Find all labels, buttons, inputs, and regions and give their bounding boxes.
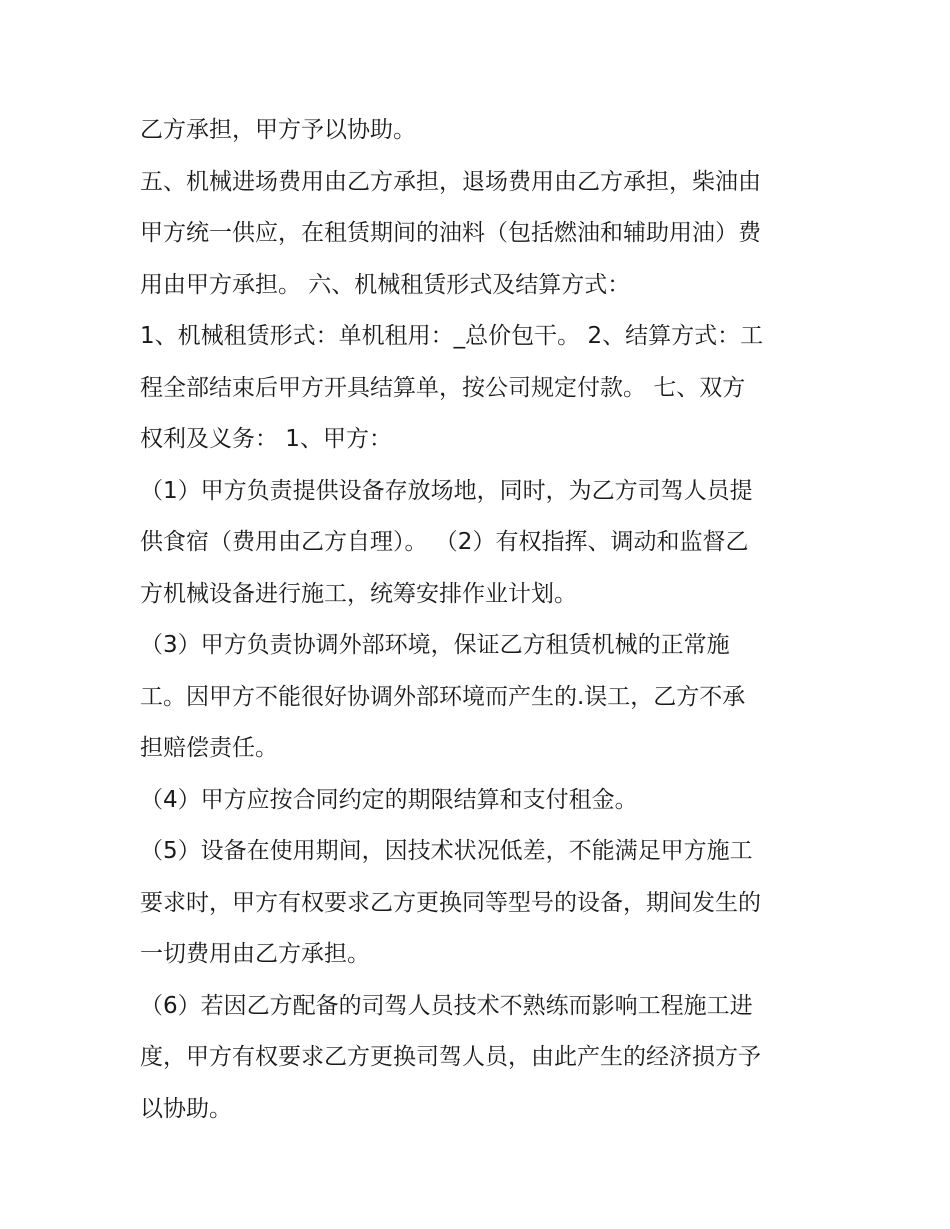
text-line-2: 五、机械进场费用由乙方承担，退场费用由乙方承担，柴油由 — [140, 168, 761, 195]
text-line-12: 工。因甲方不能很好协调外部环境而产生的.误工，乙方不承 — [140, 683, 746, 710]
document-body — [140, 105, 820, 1135]
text-line-1: 乙方承担，甲方予以协助。 — [140, 117, 416, 143]
text-line-6: 程全部结束后甲方开具结算单，按公司规定付款。 七、双方 — [140, 374, 746, 401]
text-line-13: 担赔偿责任。 — [140, 735, 278, 761]
text-line-19: 度，甲方有权要求乙方更换司驾人员，由此产生的经济损方予 — [140, 1044, 761, 1070]
text-line-5: 1、机械租赁形式：单机租用：_总价包干。 2、结算方式：工 — [140, 323, 764, 349]
text-line-16: 要求时，甲方有权要求乙方更换同等型号的设备，期间发生的 — [140, 889, 761, 916]
text-line-8: （1）甲方负责提供设备存放场地，同时，为乙方司驾人员提 — [140, 477, 753, 504]
text-line-9: 供食宿（费用由乙方自理）。 （2）有权指挥、调动和监督乙 — [140, 529, 749, 555]
text-line-4: 用由甲方承担。 六、机械租赁形式及结算方式： — [140, 271, 631, 298]
text-line-15: （5）设备在使用期间，因技术状况低差，不能满足甲方施工 — [140, 838, 753, 864]
text-line-18: （6）若因乙方配备的司驾人员技术不熟练而影响工程施工进 — [140, 992, 753, 1019]
text-line-10: 方机械设备进行施工，统筹安排作业计划。 — [140, 580, 577, 607]
text-line-17: 一切费用由乙方承担。 — [140, 941, 370, 967]
text-line-3: 甲方统一供应，在租赁期间的油料（包括燃油和辅助用油）费 — [140, 220, 761, 246]
text-line-14: （4）甲方应按合同约定的期限结算和支付租金。 — [140, 786, 638, 813]
text-line-20: 以协助。 — [140, 1095, 232, 1122]
text-line-11: （3）甲方负责协调外部环境，保证乙方租赁机械的正常施 — [140, 632, 730, 658]
text-line-7: 权利及义务： 1、甲方： — [140, 426, 392, 452]
